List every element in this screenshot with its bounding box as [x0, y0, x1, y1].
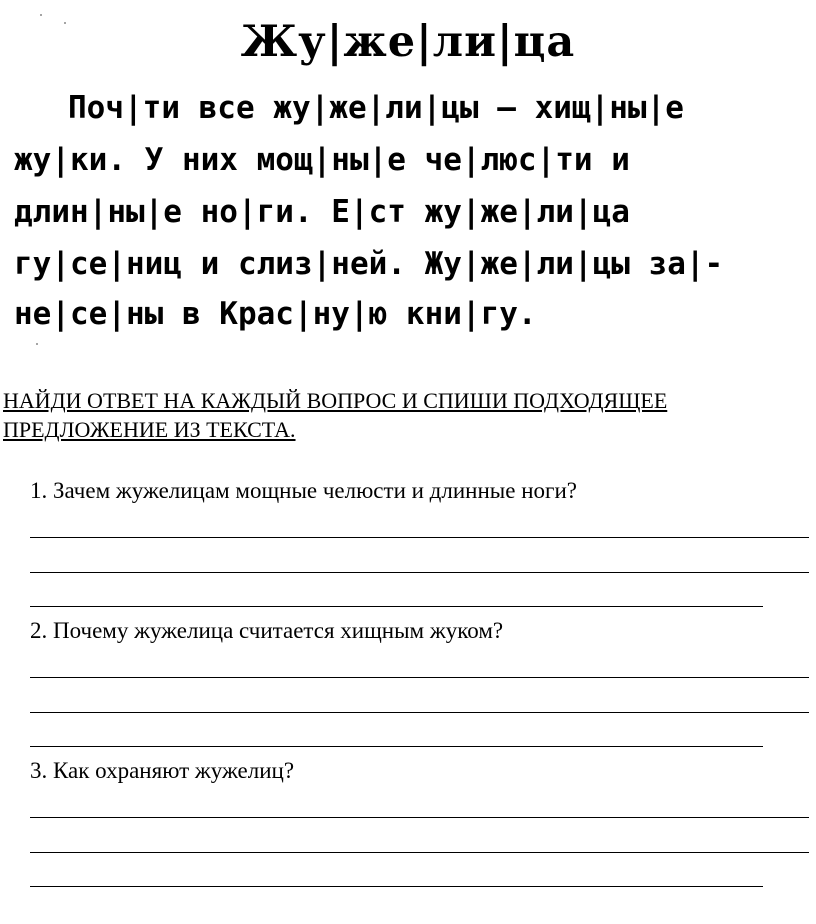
scan-speck — [36, 343, 38, 345]
answer-line[interactable] — [30, 712, 809, 713]
answer-line[interactable] — [30, 886, 763, 887]
text-line-3: длин|ны|е но|ги. Е|ст жу|же|ли|ца — [14, 194, 630, 230]
instruction-line-1: НАЙДИ ОТВЕТ НА КАЖДЫЙ ВОПРОС И СПИШИ ПОДХОДЯЩЕЕ — [3, 388, 668, 413]
answer-line[interactable] — [30, 572, 809, 573]
text-line-2: жу|ки. У них мощ|ны|е че|люс|ти и — [14, 142, 630, 178]
instruction-line-2: ПРЕДЛОЖЕНИЕ ИЗ ТЕКСТА. — [3, 417, 296, 442]
answer-line[interactable] — [30, 746, 763, 747]
text-line-1: Поч|ти все жу|же|ли|цы — хищ|ны|е — [68, 90, 684, 126]
question-2: 2. Почему жужелица считается хищным жуком? — [30, 618, 504, 643]
question-3: 3. Как охраняют жужелиц? — [30, 758, 295, 783]
answer-line[interactable] — [30, 606, 763, 607]
text-line-4: гу|се|ниц и слиз|ней. Жу|же|ли|цы за|- — [14, 246, 724, 282]
answer-line[interactable] — [30, 852, 809, 853]
worksheet-title: Жу|же|ли|ца — [240, 17, 576, 67]
answer-line[interactable] — [30, 537, 809, 538]
text-line-5: не|се|ны в Крас|ну|ю кни|гу. — [14, 296, 537, 332]
question-1: 1. Зачем жужелицам мощные челюсти и длинные ноги? — [30, 478, 577, 503]
task-instruction — [3, 386, 815, 444]
answer-line[interactable] — [30, 817, 809, 818]
answer-line[interactable] — [30, 677, 809, 678]
